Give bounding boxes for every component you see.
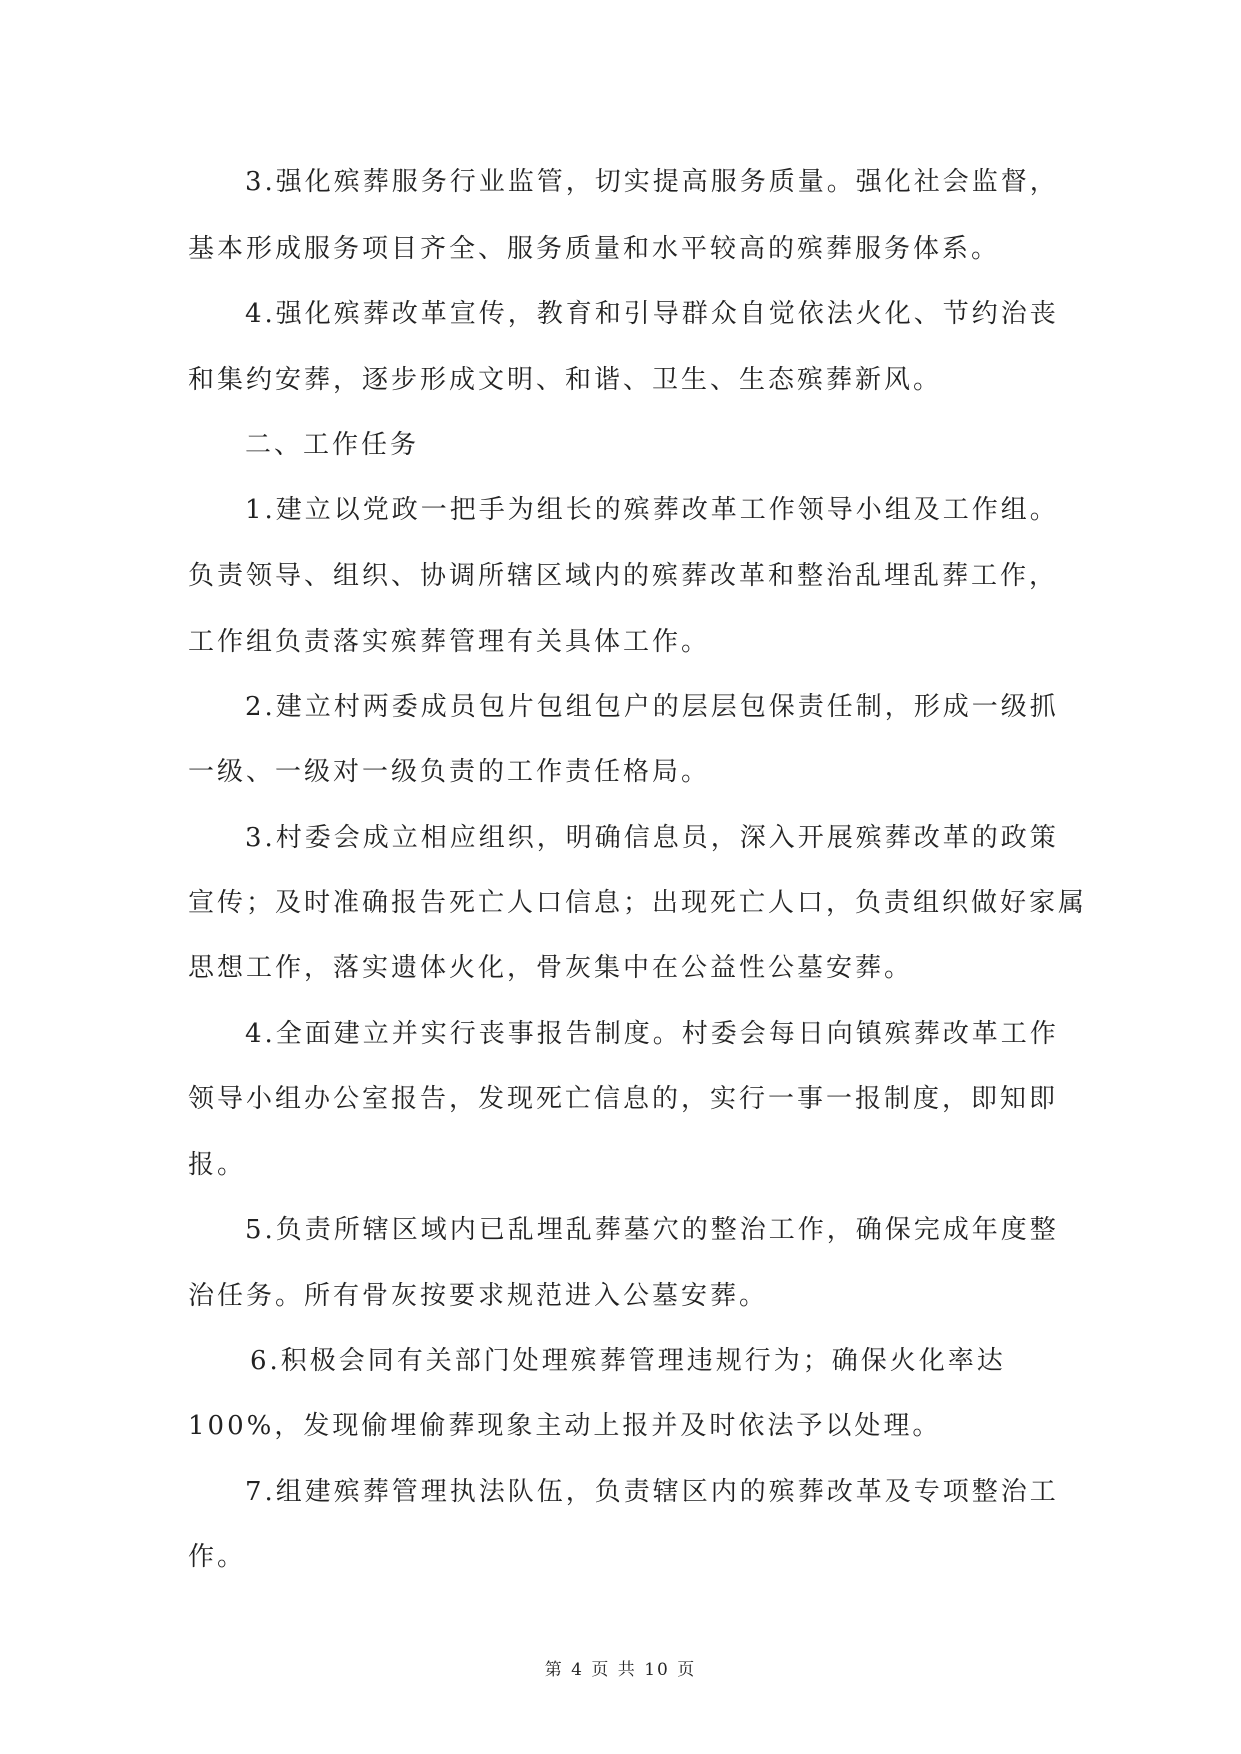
paragraph-line: 基本形成服务项目齐全、服务质量和水平较高的殡葬服务体系。 [188,234,1001,264]
paragraph-line: 3.强化殡葬服务行业监管，切实提高服务质量。强化社会监督， [245,167,1059,197]
paragraph-line: 负责领导、组织、协调所辖区域内的殡葬改革和整治乱埋乱葬工作， [188,561,1059,591]
paragraph-line: 3.村委会成立相应组织，明确信息员，深入开展殡葬改革的政策 [245,823,1059,853]
section-heading: 二、工作任务 [245,430,420,460]
paragraph-line: 作。 [188,1542,247,1572]
paragraph-line: 工作组负责落实殡葬管理有关具体工作。 [188,627,711,657]
paragraph-line: 100%，发现偷埋偷葬现象主动上报并及时依法予以处理。 [188,1411,942,1441]
paragraph-line: 领导小组办公室报告，发现死亡信息的，实行一事一报制度，即知即 [188,1084,1059,1114]
paragraph-line: 和集约安葬，逐步形成文明、和谐、卫生、生态殡葬新风。 [188,365,943,395]
paragraph-line: 5.负责所辖区域内已乱埋乱葬墓穴的整治工作，确保完成年度整 [245,1215,1059,1245]
paragraph-line: 7.组建殡葬管理执法队伍，负责辖区内的殡葬改革及专项整治工 [245,1477,1059,1507]
page-number-footer: 第 4 页 共 10 页 [544,1660,697,1680]
paragraph-line: 4.强化殡葬改革宣传，教育和引导群众自觉依法火化、节约治丧 [245,299,1059,329]
paragraph-line: 报。 [188,1150,247,1180]
paragraph-line: 1.建立以党政一把手为组长的殡葬改革工作领导小组及工作组。 [245,495,1059,525]
paragraph-line: 6.积极会同有关部门处理殡葬管理违规行为；确保火化率达 [250,1346,1006,1376]
paragraph-line: 2.建立村两委成员包片包组包户的层层包保责任制，形成一级抓 [245,692,1059,722]
paragraph-line: 一级、一级对一级负责的工作责任格局。 [188,757,711,787]
paragraph-line: 宣传；及时准确报告死亡人口信息；出现死亡人口，负责组织做好家属 [188,888,1088,918]
paragraph-line: 4.全面建立并实行丧事报告制度。村委会每日向镇殡葬改革工作 [245,1019,1059,1049]
paragraph-line: 思想工作，落实遗体火化，骨灰集中在公益性公墓安葬。 [188,953,914,983]
paragraph-line: 治任务。所有骨灰按要求规范进入公墓安葬。 [188,1281,769,1311]
